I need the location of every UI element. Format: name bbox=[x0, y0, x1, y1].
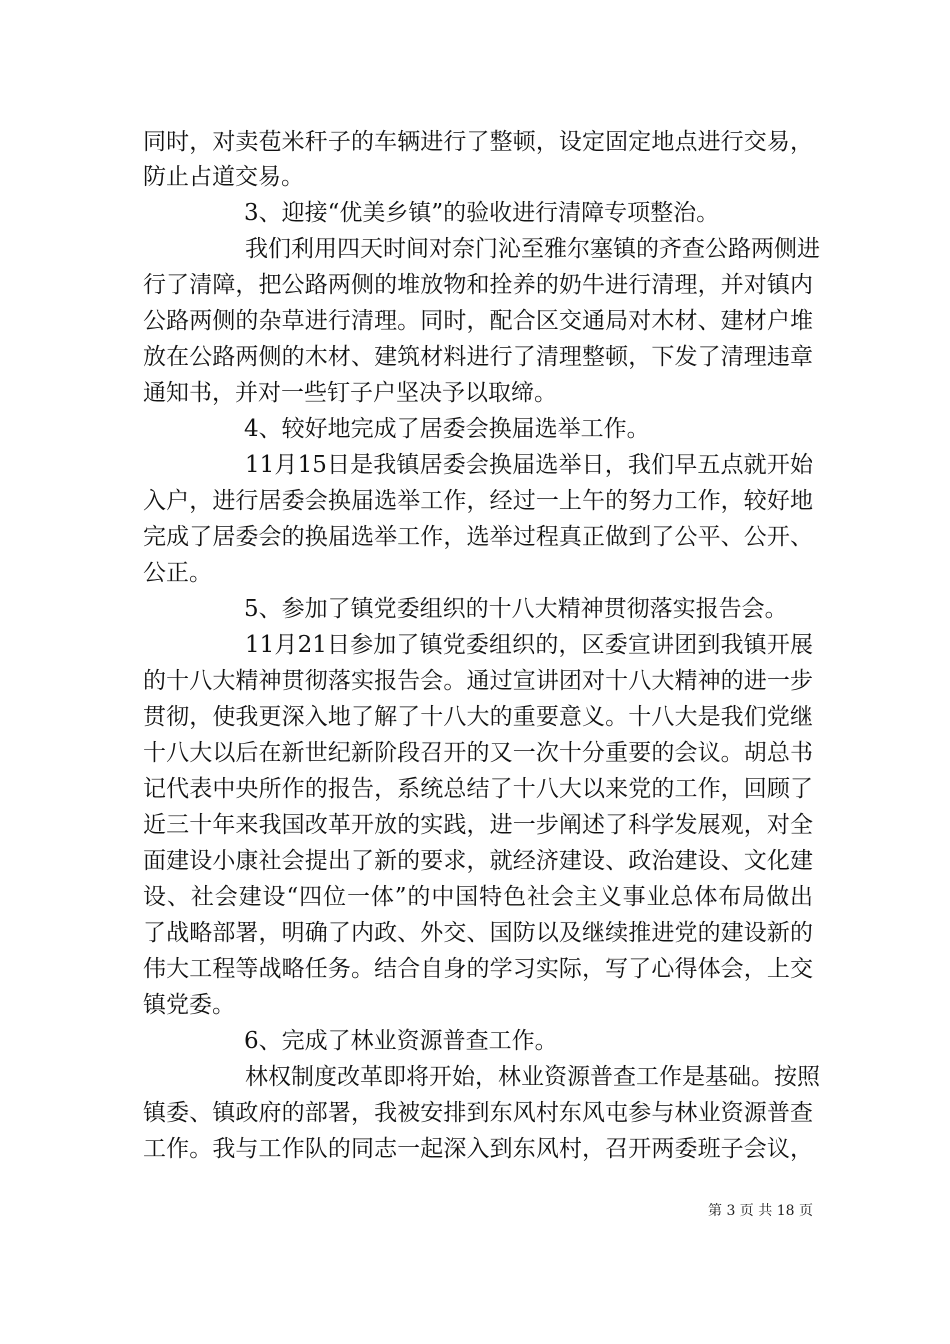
body-line: 近三十年来我国改革开放的实践，进一步阐述了科学发展观，对全 bbox=[143, 812, 813, 838]
body-line: 工作。我与工作队的同志一起深入到东风村，召开两委班子会议， bbox=[143, 1136, 813, 1162]
section-heading: 3、迎接“优美乡镇”的验收进行清障专项整治。 bbox=[244, 200, 720, 226]
body-line: 入户，进行居委会换届选举工作，经过一上午的努力工作，较好地 bbox=[143, 488, 813, 514]
body-line: 行了清障，把公路两侧的堆放物和拴养的奶牛进行清理，并对镇内 bbox=[143, 272, 813, 298]
page-number: 第 3 页 共 18 页 bbox=[708, 1203, 813, 1219]
body-line: 伟大工程等战略任务。结合自身的学习实际，写了心得体会，上交 bbox=[143, 956, 813, 982]
body-line: 的十八大精神贯彻落实报告会。通过宣讲团对十八大精神的进一步 bbox=[143, 668, 813, 694]
body-line: 记代表中央所作的报告，系统总结了十八大以来党的工作，回顾了 bbox=[143, 776, 813, 802]
body-line: 公正。 bbox=[143, 560, 212, 586]
body-line: 通知书，并对一些钉子户坚决予以取缔。 bbox=[143, 380, 557, 406]
body-line: 我们利用四天时间对奈门沁至雅尔塞镇的齐查公路两侧进 bbox=[245, 236, 820, 262]
body-line: 镇党委。 bbox=[143, 992, 235, 1018]
body-line: 面建设小康社会提出了新的要求，就经济建设、政治建设、文化建 bbox=[143, 848, 813, 874]
body-line: 贯彻，使我更深入地了解了十八大的重要意义。十八大是我们党继 bbox=[143, 704, 813, 730]
body-line: 公路两侧的杂草进行清理。同时，配合区交通局对木材、建材户堆 bbox=[143, 308, 813, 334]
section-heading: 6、完成了林业资源普查工作。 bbox=[244, 1028, 558, 1054]
body-line: 防止占道交易。 bbox=[143, 164, 304, 190]
body-line: 同时，对卖苞米秆子的车辆进行了整顿，设定固定地点进行交易， bbox=[143, 129, 813, 155]
section-heading: 4、较好地完成了居委会换届选举工作。 bbox=[244, 416, 650, 442]
body-line: 十八大以后在新世纪新阶段召开的又一次十分重要的会议。胡总书 bbox=[143, 740, 813, 766]
body-line: 镇委、镇政府的部署，我被安排到东风村东风屯参与林业资源普查 bbox=[143, 1100, 813, 1126]
body-line: 放在公路两侧的木材、建筑材料进行了清理整顿，下发了清理违章 bbox=[143, 344, 813, 370]
body-line: 了战略部署，明确了内政、外交、国防以及继续推进党的建设新的 bbox=[143, 920, 813, 946]
section-heading: 5、参加了镇党委组织的十八大精神贯彻落实报告会。 bbox=[244, 596, 788, 622]
body-line: 完成了居委会的换届选举工作，选举过程真正做到了公平、公开、 bbox=[143, 524, 813, 550]
body-line: 设、社会建设“四位一体”的中国特色社会主义事业总体布局做出 bbox=[143, 884, 813, 910]
body-line: 11月21日参加了镇党委组织的，区委宣讲团到我镇开展 bbox=[245, 632, 813, 658]
body-line: 林权制度改革即将开始，林业资源普查工作是基础。按照 bbox=[245, 1064, 820, 1090]
body-line: 11月15日是我镇居委会换届选举日，我们早五点就开始 bbox=[245, 452, 813, 478]
